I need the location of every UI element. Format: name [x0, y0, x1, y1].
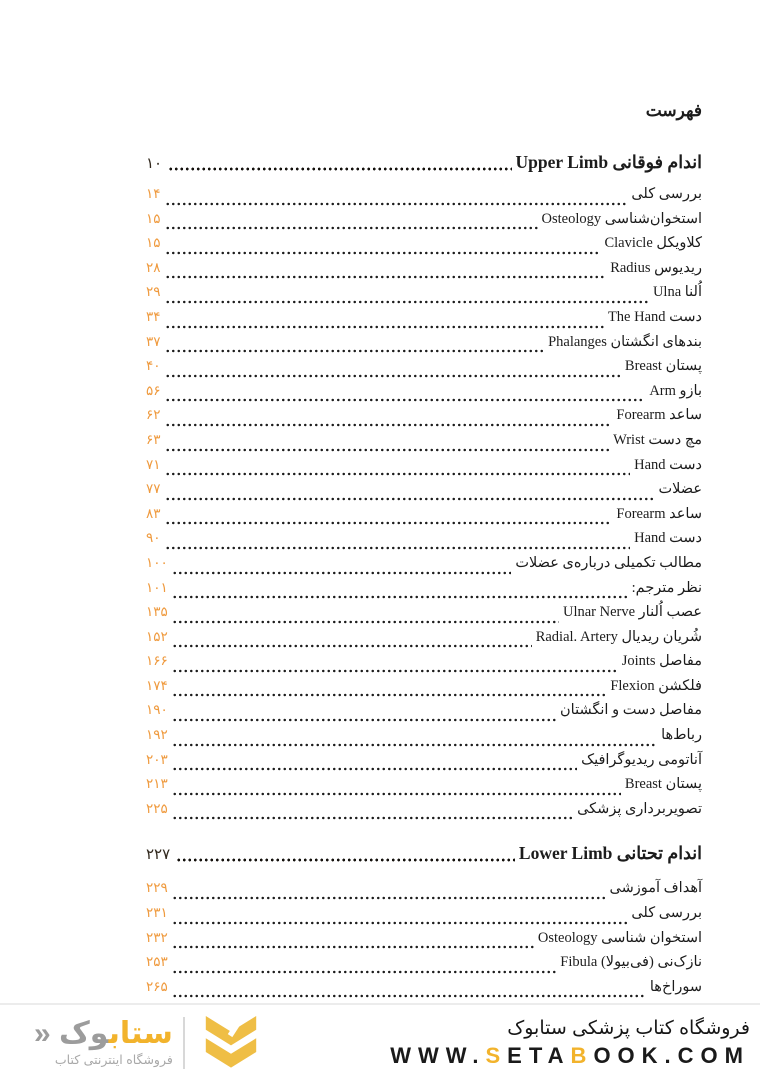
entry-title: سوراخ‌ها	[649, 978, 702, 995]
entry-page-number: ۱۵	[146, 210, 161, 226]
entry-title: ریدیوس Radius	[610, 259, 702, 276]
toc-entry	[146, 555, 702, 580]
entry-title: فلکشن Flexion	[610, 677, 702, 694]
entry-title: پستان Breast	[624, 358, 702, 375]
chevron-emblem-icon	[195, 1010, 267, 1076]
entry-title: اُلنا Ulna	[652, 284, 702, 301]
toc-entry	[146, 235, 702, 260]
entry-page-number: ۲۱۳	[146, 776, 168, 792]
dot-leader	[165, 260, 607, 285]
dot-leader	[172, 905, 628, 930]
entry-title: کلاویکل Clavicle	[604, 235, 702, 252]
dot-leader	[172, 930, 534, 955]
toc-entry	[146, 383, 702, 408]
toc-entry	[146, 530, 702, 555]
entry-title: بررسی کلی	[631, 186, 702, 202]
toc-entry	[146, 752, 702, 777]
dot-leader	[168, 148, 511, 178]
section-title: اندام تحتانی Lower Limb	[518, 843, 702, 864]
dot-leader	[165, 284, 649, 309]
dot-leader	[165, 186, 628, 211]
entry-page-number: ۲۶۵	[146, 978, 168, 994]
toc-entry	[146, 776, 702, 801]
entry-page-number: ۳۴	[146, 308, 161, 324]
toc-entry	[146, 334, 702, 359]
entry-page-number: ۷۷	[146, 481, 161, 497]
dot-leader	[172, 954, 557, 979]
setabook-logo	[34, 1010, 267, 1076]
toc-entry	[146, 930, 702, 955]
toc-entry	[146, 457, 702, 482]
entry-page-number: ۱۶۶	[146, 653, 168, 669]
website-url	[390, 1042, 750, 1070]
entry-title: مطالب تکمیلی درباره‌ی عضلات	[515, 554, 702, 571]
entry-title: دست Hand	[634, 456, 702, 473]
toc-section-header	[146, 148, 702, 178]
dot-leader	[165, 309, 604, 334]
entry-page-number: ۲۲۵	[146, 800, 168, 816]
entry-title: بندهای انگشتان Phalanges	[548, 333, 702, 350]
section-page-number: ۲۲۷	[146, 847, 171, 864]
toc-entry	[146, 954, 702, 979]
entry-page-number: ۱۰۱	[146, 579, 168, 595]
entry-title: دست Hand	[634, 530, 702, 547]
logo-wordmark	[34, 1018, 173, 1067]
dot-leader	[176, 839, 515, 869]
entry-page-number: ۳۷	[146, 333, 161, 349]
dot-leader	[172, 580, 628, 605]
entry-page-number: ۱۹۲	[146, 727, 168, 743]
entry-title: نظر مترجم:	[631, 579, 702, 596]
footer-bar	[0, 1003, 760, 1080]
toc-entry	[146, 186, 702, 211]
toc-entry	[146, 653, 702, 678]
entry-page-number: ۴۰	[146, 358, 161, 374]
entry-title: ساعد Forearm	[616, 407, 702, 424]
toc-entry	[146, 678, 702, 703]
dot-leader	[172, 979, 646, 1004]
toc-entry	[146, 727, 702, 752]
dot-leader	[165, 211, 538, 236]
toc-entry	[146, 629, 702, 654]
page-title: فهرست	[645, 101, 702, 120]
toc-entry	[146, 580, 702, 605]
section-title: اندام فوقانی Upper Limb	[515, 152, 702, 172]
logo-chevrons-icon: «	[34, 1017, 51, 1051]
dot-leader	[172, 801, 573, 826]
entry-page-number: ۷۱	[146, 456, 161, 472]
entry-page-number: ۲۸	[146, 259, 161, 275]
dot-leader	[172, 678, 607, 703]
entry-page-number: ۲۳۲	[146, 929, 168, 945]
logo-tagline: فروشگاه اینترنتی کتاب	[54, 1053, 173, 1068]
entry-page-number: ۱۹۰	[146, 702, 168, 718]
dot-leader	[165, 407, 613, 432]
toc-entry	[146, 979, 702, 1004]
entry-page-number: ۵۶	[146, 382, 161, 398]
entry-title: استخوان‌شناسی Osteology	[541, 210, 702, 227]
toc-entry	[146, 211, 702, 236]
entry-title: شُریان ریدیال Radial. Artery	[535, 628, 702, 645]
entry-page-number: ۸۳	[146, 505, 161, 521]
entry-page-number: ۹۰	[146, 530, 161, 546]
logo-divider	[183, 1017, 185, 1069]
dot-leader	[172, 555, 512, 580]
entry-page-number: ۲۵۳	[146, 954, 168, 970]
url-segment: OOK.COM	[593, 1042, 750, 1068]
entry-page-number: ۲۲۹	[146, 880, 168, 896]
entry-title: بررسی کلی	[631, 905, 702, 922]
dot-leader	[172, 752, 577, 777]
dot-leader	[165, 481, 655, 506]
toc-entry	[146, 284, 702, 309]
entry-page-number: ۱۴	[146, 186, 161, 201]
dot-leader	[165, 235, 601, 260]
dot-leader	[172, 880, 606, 905]
entry-title: تصویربرداری پزشکی	[577, 800, 702, 817]
toc-entry	[146, 260, 702, 285]
dot-leader	[165, 506, 613, 531]
url-segment: S	[485, 1042, 508, 1068]
entry-title: آهداف آموزشی	[609, 880, 702, 897]
toc-section-header	[146, 839, 702, 869]
entry-title: نازک‌نی (فی‌بیولا) Fibula	[560, 954, 702, 971]
entry-page-number: ۶۲	[146, 407, 161, 423]
entry-page-number: ۶۳	[146, 431, 161, 447]
logo-name-gray: وک	[59, 1017, 109, 1051]
toc-entry	[146, 604, 702, 629]
entry-title: مفاصل Joints	[621, 653, 702, 670]
entry-page-number: ۱۳۵	[146, 604, 168, 620]
toc-entry	[146, 358, 702, 383]
entry-title: عضلات	[658, 481, 702, 498]
table-of-contents	[146, 148, 702, 1003]
entry-page-number: ۱۷۴	[146, 677, 168, 693]
url-segment: B	[570, 1042, 594, 1068]
toc-entry	[146, 801, 702, 826]
store-name-line: فروشگاه کتاب پزشکی ستابوک	[507, 1017, 750, 1039]
toc-entry	[146, 506, 702, 531]
entry-page-number: ۱۵	[146, 235, 161, 251]
entry-title: آناتومی ریدیوگرافیک	[581, 751, 702, 768]
url-segment: ETA	[507, 1042, 571, 1068]
toc-entry	[146, 407, 702, 432]
entry-title: استخوان شناسی Osteology	[537, 929, 702, 946]
entry-page-number: ۱۵۲	[146, 628, 168, 644]
dot-leader	[172, 629, 532, 654]
entry-title: رباط‌ها	[661, 727, 702, 744]
toc-entry-list	[146, 880, 702, 1003]
dot-leader	[172, 776, 621, 801]
entry-title: مچ دست Wrist	[613, 431, 702, 448]
dot-leader	[165, 383, 646, 408]
toc-entry	[146, 905, 702, 930]
toc-entry	[146, 880, 702, 905]
entry-title: ساعد Forearm	[616, 505, 702, 522]
dot-leader	[172, 702, 556, 727]
url-segment: WWW.	[390, 1042, 486, 1068]
entry-page-number: ۲۹	[146, 284, 161, 300]
dot-leader	[165, 334, 545, 359]
entry-title: پستان Breast	[624, 776, 702, 793]
dot-leader	[165, 432, 610, 457]
toc-entry	[146, 702, 702, 727]
dot-leader	[165, 457, 631, 482]
entry-title: مفاصل دست و انگشتان	[560, 702, 702, 719]
entry-page-number: ۱۰۰	[146, 554, 168, 570]
entry-title: عصب اُلنار Ulnar Nerve	[562, 604, 702, 621]
entry-title: بازو Arm	[649, 382, 702, 399]
dot-leader	[172, 604, 559, 629]
entry-page-number: ۲۳۱	[146, 905, 168, 921]
toc-entry	[146, 432, 702, 457]
dot-leader	[172, 653, 618, 678]
footer-text-block	[390, 1016, 750, 1070]
dot-leader	[172, 727, 657, 752]
logo-name-gold: ستاب	[108, 1017, 173, 1051]
toc-entry	[146, 481, 702, 506]
toc-entry-list	[146, 186, 702, 825]
logo-name	[34, 1018, 173, 1050]
dot-leader	[165, 358, 621, 383]
section-page-number: ۱۰	[146, 156, 163, 172]
entry-page-number: ۲۰۳	[146, 751, 168, 767]
entry-title: دست The Hand	[607, 308, 702, 325]
dot-leader	[165, 530, 631, 555]
toc-entry	[146, 309, 702, 334]
